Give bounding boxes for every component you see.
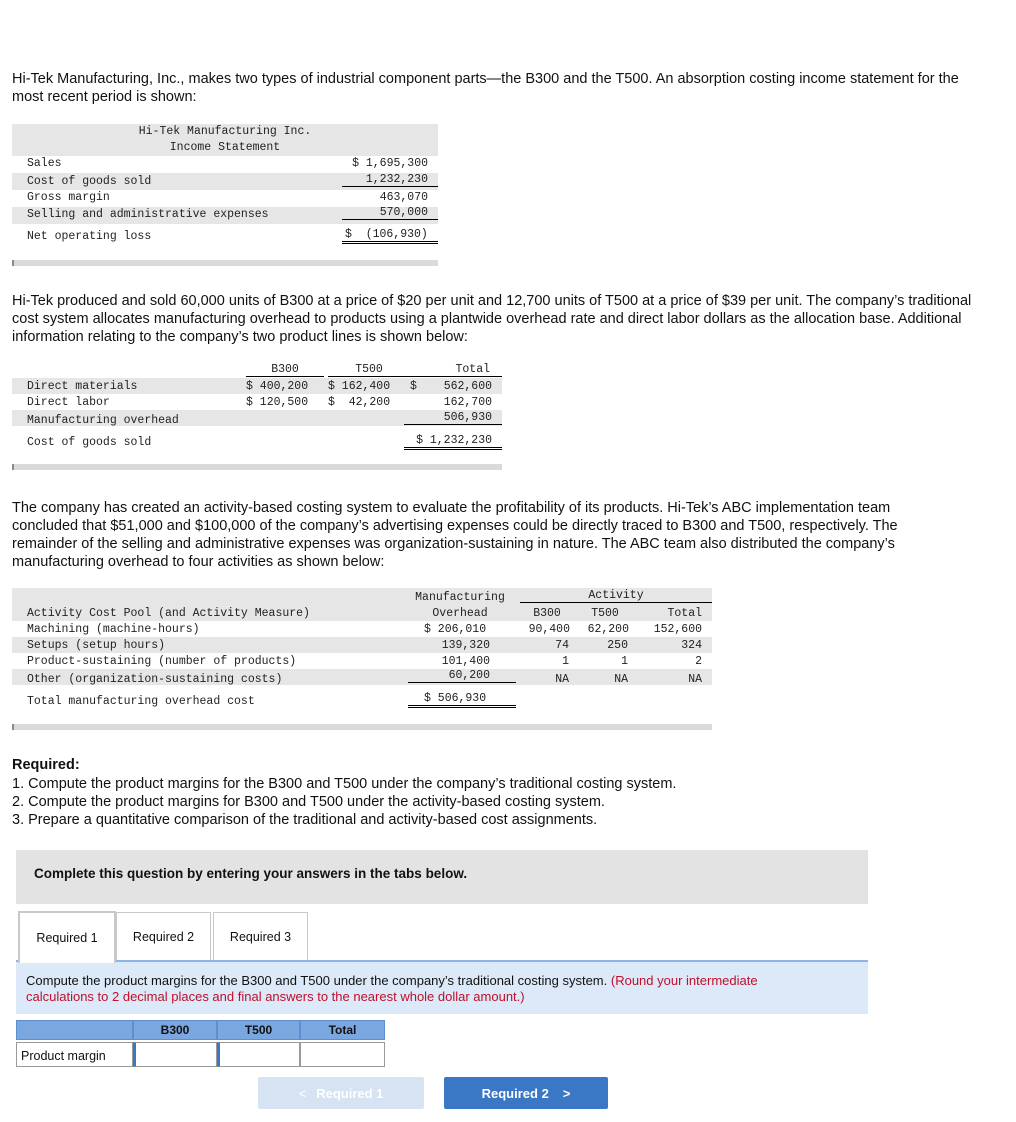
pt-moh-total: 506,930 [404, 411, 502, 425]
abc-b300-product: 1 [562, 655, 569, 668]
tab-required-2[interactable]: Required 2 [116, 912, 211, 961]
abc-mo-total: $ 506,930 [408, 692, 516, 708]
abc-b300-machining: 90,400 [528, 623, 570, 636]
abc-b300-setups: 74 [555, 639, 569, 652]
abc-label-total: Total manufacturing overhead cost [27, 695, 255, 708]
grid-header-total: Total [300, 1020, 385, 1040]
next-button-label: Required 2 [481, 1085, 549, 1101]
abc-label-setups: Setups (setup hours) [27, 639, 166, 652]
grid-corner [16, 1020, 133, 1040]
is-value-gross-margin: 463,070 [379, 191, 428, 204]
pt-label-cogs: Cost of goods sold [27, 436, 152, 449]
abc-header-activity: Activity [520, 589, 712, 603]
abc-header-t500: T500 [591, 607, 619, 620]
abc-b300-other: NA [555, 673, 569, 686]
grid-header-b300: B300 [133, 1020, 217, 1040]
scrollbar[interactable] [12, 260, 438, 266]
abc-label-other: Other (organization-sustaining costs) [27, 673, 283, 686]
abc-total-setups: 324 [681, 639, 702, 652]
abc-header-b300: B300 [533, 607, 561, 620]
is-value-sga: 570,000 [342, 206, 438, 220]
company-name: Hi-Tek Manufacturing Inc. [138, 125, 312, 138]
pt-dl-total: 162,700 [443, 396, 492, 409]
pt-cogs-total: $ 1,232,230 [404, 434, 502, 450]
prev-button-label: Required 1 [316, 1085, 384, 1101]
is-label-cogs: Cost of goods sold [27, 175, 152, 188]
pt-dl-b300: $ 120,500 [246, 396, 309, 409]
instruction-text: Complete this question by entering your answers in the tabs below. [34, 866, 468, 881]
pt-label-dl: Direct labor [27, 396, 110, 409]
pt-label-moh: Manufacturing overhead [27, 414, 179, 427]
pt-header-b300: B300 [246, 363, 324, 377]
tab-required-1[interactable]: Required 1 [18, 911, 116, 963]
total-margin-cell [300, 1042, 385, 1067]
required-heading: Required: [12, 757, 80, 773]
required-item-2: 2. Compute the product margins for B300 and T500 under the activity-based costing system. [12, 794, 605, 810]
pt-dm-total: 562,600 [443, 380, 492, 393]
abc-table [12, 588, 712, 718]
abc-total-other: NA [688, 673, 702, 686]
product-cost-table [12, 362, 502, 460]
is-value-net-loss: $ (106,930) [342, 228, 438, 244]
required-list [12, 775, 676, 829]
abc-total-product: 2 [695, 655, 702, 668]
task-text-wrap [26, 973, 826, 1005]
statement-title: Income Statement [169, 141, 281, 154]
tab-required-3[interactable]: Required 3 [213, 912, 308, 961]
pt-dm-currency: $ [410, 380, 417, 393]
abc-t500-machining: 62,200 [587, 623, 629, 636]
abc-text: The company has created an activity-based costing system to evaluate the profitability of its products. Hi-Tek’s ABC implementation team concluded that $51,000 and $100,000 of the company’s advertising expenses could be directly traced to B300 and T500, respectively. The remainder of the selling and administrative expenses was organization-sustaining in nature. The ABC team also distributed the company’s manufacturing overhead to four activities as shown below: [12, 500, 898, 570]
is-value-cogs: 1,232,230 [342, 173, 438, 187]
required-item-1: 1. Compute the product margins for the B300 and T500 under the company’s traditional costing system. [12, 776, 677, 792]
abc-header-mo-2: Overhead [432, 607, 488, 620]
task-note: (Round your intermediate calculations to 2 decimal places and final answers to the nearest whole dollar amount.) [26, 973, 758, 1004]
prev-button[interactable] [258, 1077, 424, 1109]
pt-dl-t500: $ 42,200 [328, 396, 391, 409]
is-label-gross-margin: Gross margin [27, 191, 110, 204]
pt-dm-b300: $ 400,200 [246, 380, 309, 393]
task-text: Compute the product margins for the B300 and T500 under the company’s traditional costing system. [26, 973, 608, 988]
abc-header-mo-1: Manufacturing [415, 591, 505, 604]
is-label-sga: Selling and administrative expenses [27, 208, 269, 221]
abc-mo-setups: 139,320 [441, 639, 490, 652]
chevron-right-icon: > [562, 1085, 571, 1101]
abc-t500-setups: 250 [607, 639, 628, 652]
b300-margin-input[interactable] [133, 1042, 217, 1067]
pt-dm-t500: $ 162,400 [328, 380, 391, 393]
intro-text: Hi-Tek Manufacturing, Inc., makes two types of industrial component parts—the B300 and the T500. An absorption costing income statement for the most recent period is shown: [12, 71, 959, 105]
abc-t500-product: 1 [621, 655, 628, 668]
scrollbar[interactable] [12, 464, 502, 470]
abc-label-product: Product-sustaining (number of products) [27, 655, 297, 668]
chevron-left-icon: < [298, 1085, 307, 1101]
abc-mo-machining: $ 206,010 [424, 623, 487, 636]
pt-header-total: Total [410, 363, 502, 377]
abc-mo-product: 101,400 [441, 655, 490, 668]
abc-label-machining: Machining (machine-hours) [27, 623, 200, 636]
production-text: Hi-Tek produced and sold 60,000 units of B300 at a price of $20 per unit and 12,700 units of T500 at a price of $39 per unit. The company’s traditional cost system allocates manufacturing overhead to products using a plantwide overhead rate and direct labor dollars as the allocation base. Additional information relating to the company’s two product lines is shown below: [12, 293, 972, 345]
is-value-sales: $ 1,695,300 [352, 157, 428, 170]
grid-row-label: Product margin [16, 1042, 133, 1067]
pt-label-dm: Direct materials [27, 380, 138, 393]
income-statement-table [12, 156, 438, 252]
grid-header-t500: T500 [217, 1020, 300, 1040]
pt-header-t500: T500 [328, 363, 410, 377]
is-label-net-loss: Net operating loss [27, 230, 152, 243]
abc-total-machining: 152,600 [653, 623, 702, 636]
required-item-3: 3. Prepare a quantitative comparison of the traditional and activity-based cost assignments. [12, 812, 598, 828]
t500-margin-input[interactable] [217, 1042, 300, 1067]
abc-mo-other: 60,200 [408, 669, 516, 683]
scrollbar[interactable] [12, 724, 712, 730]
abc-header-total: Total [667, 607, 702, 620]
next-button[interactable] [444, 1077, 608, 1109]
abc-t500-other: NA [614, 673, 628, 686]
is-label-sales: Sales [27, 157, 62, 170]
abc-header-pool: Activity Cost Pool (and Activity Measure) [27, 607, 310, 620]
